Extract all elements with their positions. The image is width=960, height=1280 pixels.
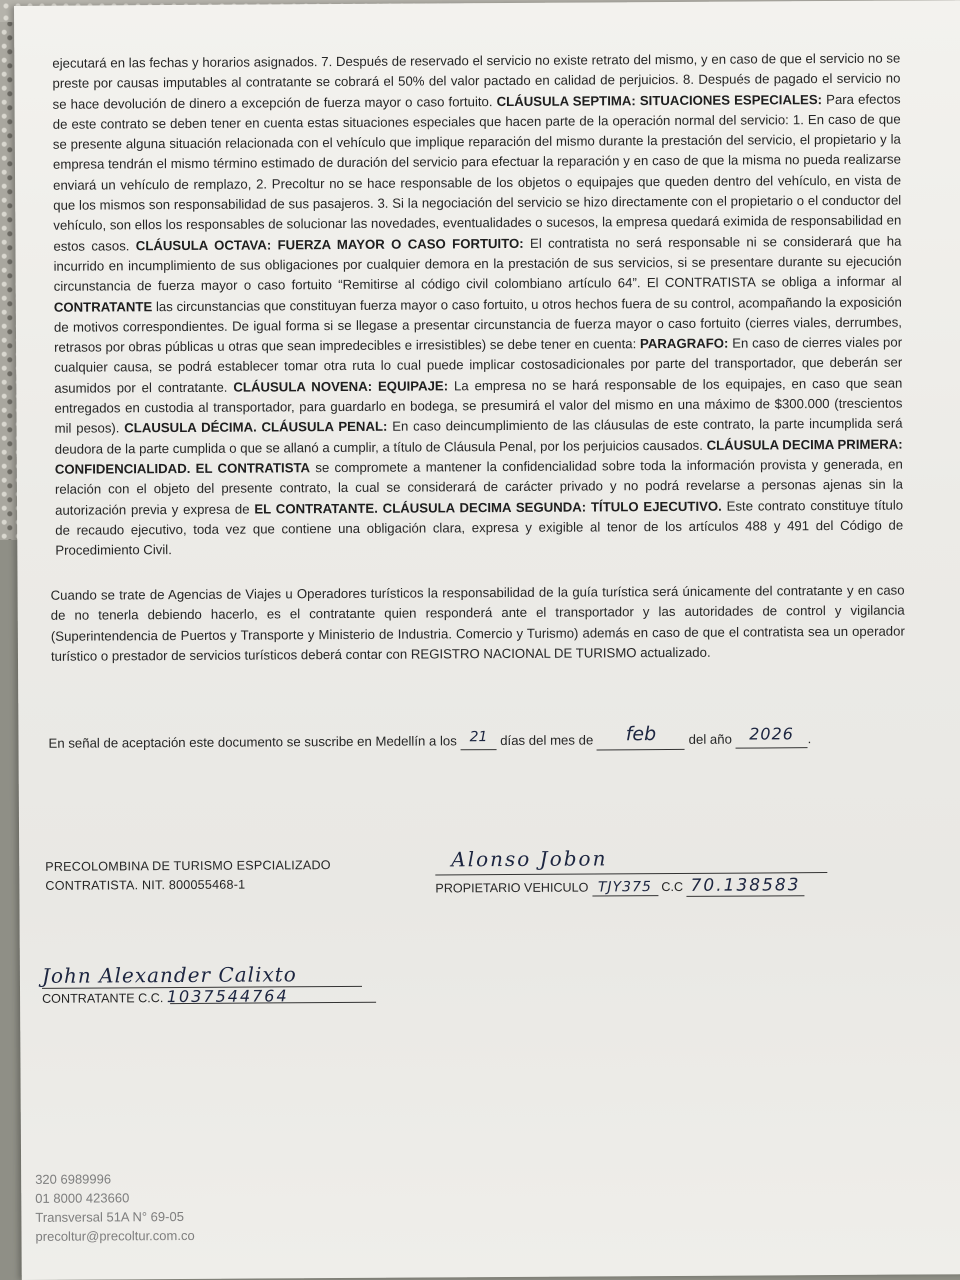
- contractor-block: [45, 856, 331, 896]
- contact-footer: [35, 1169, 195, 1246]
- clause-text: En caso deincumplimiento de las cláusulas de este contrato, la parte incumplida será deudora de la parte cumplida o que se allanó a cumplir, a título de Cláusula Penal, por los perjuicios causados.: [54, 415, 903, 457]
- owner-label: PROPIETARIO VEHICULO: [435, 880, 589, 896]
- owner-signature: Alonso Jobon: [451, 846, 608, 872]
- clause-text: Para efectos de este contrato se deben tener en cuenta estas situaciones especiales que hacen parte de la operación normal del servicio: 1. En caso de que se presente alguna situación relacionada con el vehículo que implique reparación del mismo durante la prestación del servicio, el propietario y la empresa tendrán el mismo término estimado de duración del servicio para efectuar la reparación y en caso de que la misma no pueda realizarse enviará un vehículo de remplazo, 2. Precoltur no se hace responsable de los objetos o equipajes que queden dentro del vehículo, en vista de que los mismos son responsabilidad de sus pasajeros. 3. Si la negociación del servicio se hizo directamente con el propietario o el conductor del vehículo, son ellos los responsables de solucionar las novedades, eventualidades o sucesos, la empresa quedará eximida de responsabilidad en estos casos.: [52, 91, 902, 254]
- year-label: del año: [688, 731, 732, 747]
- contractor-nit: CONTRATISTA. NIT. 800055468-1: [45, 877, 246, 893]
- acceptance-line: En señal de aceptación este documento se suscribe en Medellín a los 21 días del mes de feb del año 2026 .: [48, 723, 812, 751]
- clause-text: La empresa no se hará responsable de los equipajes, en caso que sean entregados en custodia al transportador, para guardarlo en bodega, se presumirá el valor del mismo en una máximo de $300.000 (trescientos mil pesos).: [54, 375, 903, 437]
- address: Transversal 51A N° 69-05: [35, 1208, 184, 1225]
- day-field: 21: [460, 733, 496, 750]
- clause-term: EL CONTRATISTA: [195, 460, 311, 476]
- clause-text: ejecutará en las fechas y horarios asignados. 7. Después de reservado el servicio no existe retrato del mismo, y en caso de que el servicio no se preste por causas imputables al contratante se cobrará el 50% del valor pactado en calidad de perjuicios. 8. Después de pagado el servicio no se hace devolución de dinero a excepción de fuerza mayor o caso fortuito.: [52, 50, 901, 112]
- clause-term: CONTRATANTE: [53, 298, 153, 315]
- clause-text: Este contrato constituye título de recaudo ejecutivo, toda vez que contiene una obligación clara, expresa y exigible al tenor de los artículos 488 y 491 del Código de Procedimiento Civil.: [55, 497, 904, 558]
- owner-label-line: [435, 875, 804, 897]
- clause-text: En caso de cierres viales por cualquier causa, se podrá establecer tomar otra ruta lo cual puede implicar costosadicionales por parte del transportador, que deberán ser asumidos por el contratante.: [54, 334, 903, 396]
- month-field: feb: [597, 727, 685, 751]
- clause-heading: CLÁUSULA SEPTIMA: SITUACIONES ESPECIALES:: [496, 91, 823, 109]
- contract-page: [14, 0, 960, 1280]
- client-label: CONTRATANTE C.C.: [42, 991, 164, 1006]
- contractor-name: PRECOLOMBINA DE TURISMO ESPCIALIZADO: [45, 858, 331, 874]
- phone-1: 320 6989996: [35, 1171, 112, 1187]
- clause-heading: CLÁUSULA NOVENA: EQUIPAJE:: [233, 378, 449, 395]
- agency-paragraph: Cuando se trate de Agencias de Viajes u Operadores turísticos la responsabilidad de la guía turística será únicamente del contratante y en caso de no tenerla debiendo hacerlo, es el contratante quien responderá ante el transportador y las autoridades de control y vigilancia (Superintendencia de Puertos y Transporte y Ministerio de Industria. Comercio y Turismo) además en caso de que el contratista sea un operador turístico o prestador de servicios turísticos deberá contar con REGISTRO NACIONAL DE TURISMO actualizado.: [50, 582, 905, 664]
- client-signature: John Alexander Calixto: [41, 962, 297, 988]
- clause-text: las circunstancias que constituyan fuerza mayor o caso fortuito, u otros hechos fuera de su control, acompañando la exposición de motivos correspondientes. De igual forma si se llegase a presentar circunstancia de fuerza mayor o caso fortuito (cierres viales, derrumbes, retrasos por obras públicas u otras que sean impredecibles e irresistibles) se debe tener en cuenta:: [53, 294, 902, 355]
- clause-heading: CLAUSULA DÉCIMA. CLÁUSULA PENAL:: [124, 419, 388, 436]
- year-field: 2026: [736, 728, 808, 748]
- clause-term: EL CONTRATANTE.: [254, 500, 378, 517]
- client-label-line: [42, 986, 289, 1007]
- clause-text: El CONTRATISTA se obliga a informar al: [646, 273, 902, 291]
- clause-heading: CLÁUSULA DECIMA SEGUNDA: TÍTULO EJECUTIVO.: [382, 498, 722, 516]
- owner-plate: TJY375: [592, 879, 658, 896]
- acceptance-mid: días del mes de: [500, 732, 594, 749]
- owner-cc: 70.138583: [687, 875, 805, 897]
- clause-heading: CLÁUSULA DECIMA PRIMERA: CONFIDENCIALIDAD.: [54, 436, 903, 477]
- client-cc: 1037544764: [166, 986, 289, 1007]
- phone-2: 01 8000 423660: [35, 1190, 130, 1206]
- clause-text: se compromete a mantener la confidencialidad sobre toda la información provista y generada, en relación con el objeto del presente contrato, la cual se considerará de carácter privado y no podrá revelarse a personas ajenas sin la autorización previa y expresa de: [54, 456, 903, 518]
- owner-cc-label: C.C: [661, 879, 684, 895]
- contract-clauses: [52, 49, 903, 562]
- clause-text: El contratista no será responsable ni se considerará que ha incurrido en incumplimiento de sus obligaciones por cualquier demora en la prestación de sus servicios, si se presentare durante su ejecución circunstancia de fuerza mayor o caso fortuito “Remitirse al código civil colombiano artículo 64”.: [53, 233, 902, 295]
- acceptance-prefix: En señal de aceptación este documento se suscribe en Medellín a los: [48, 733, 457, 751]
- email: precoltur@precoltur.com.co: [35, 1227, 195, 1244]
- clause-heading: PARAGRAFO:: [639, 335, 729, 352]
- clause-heading: CLÁUSULA OCTAVA: FUERZA MAYOR O CASO FORTUITO:: [135, 235, 524, 253]
